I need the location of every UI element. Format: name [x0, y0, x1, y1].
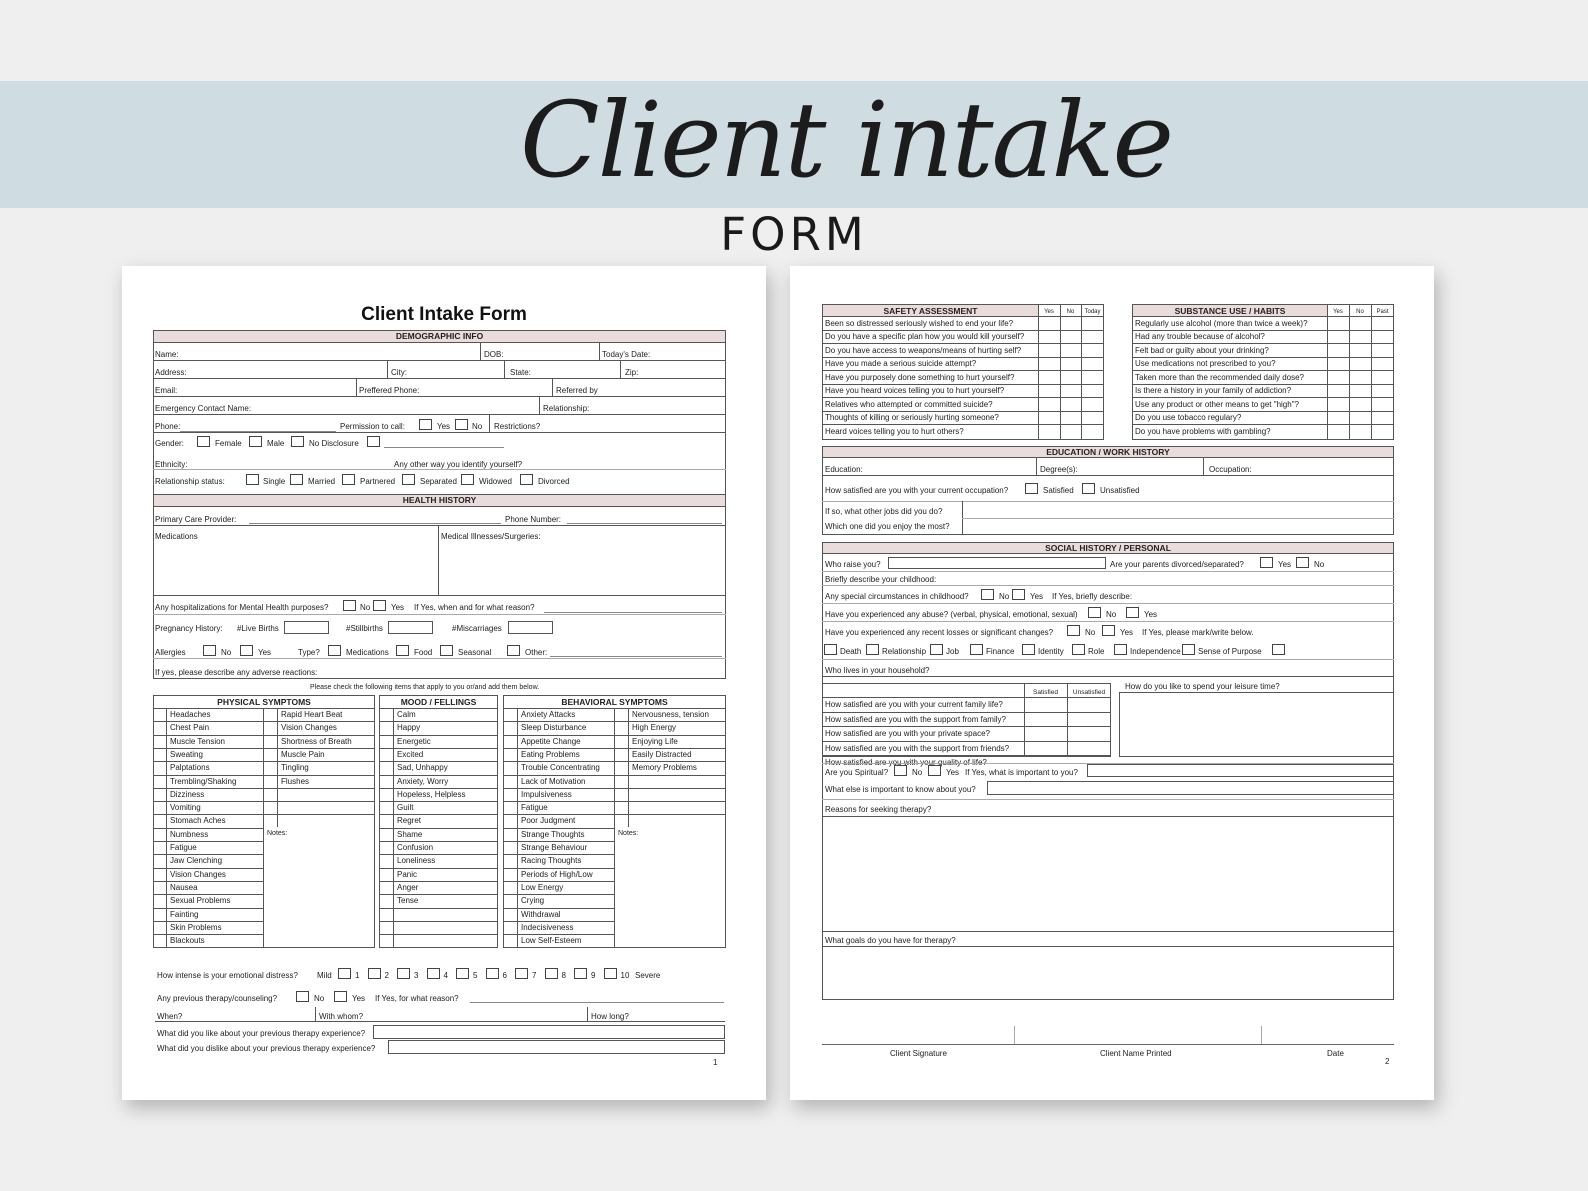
address-label: Address: [155, 368, 187, 377]
mark-write-label: If Yes, please mark/write below. [1142, 628, 1254, 637]
spiritual-no-checkbox[interactable] [894, 765, 907, 776]
table-row[interactable]: Sweating [170, 749, 203, 759]
table-row[interactable]: Skin Problems [170, 922, 222, 932]
else-important-label: What else is important to know about you? [825, 785, 976, 794]
distress-scale-number: 5 [473, 971, 478, 980]
distress-scale-number: 2 [384, 971, 389, 980]
safety-col-no: No [1066, 309, 1075, 315]
separated-checkbox[interactable] [402, 474, 415, 485]
how-long-label: How long? [591, 1012, 629, 1021]
other-jobs-label: If so, what other jobs did you do? [825, 507, 943, 516]
table-row[interactable]: Use medications not prescribed to you? [1135, 359, 1276, 368]
loss-item-label: Death [840, 647, 862, 656]
table-row[interactable]: How satisfied are you with your private space? [825, 729, 990, 738]
allergy-food-label: Food [414, 648, 433, 657]
table-row[interactable]: Lack of Motivation [521, 776, 586, 786]
raised-by-label: Who raise you? [825, 560, 881, 569]
goals-label: What goals do you have for therapy? [825, 936, 956, 945]
dob-label: DOB: [484, 350, 504, 359]
parents-divorced-label: Are your parents divorced/separated? [1110, 560, 1244, 569]
leisure-field[interactable] [1119, 692, 1394, 757]
list-item[interactable]: Sad, Unhappy [397, 763, 448, 773]
single-checkbox[interactable] [246, 474, 259, 485]
occupation-unsatisfied-label: Unsatisfied [1100, 486, 1140, 495]
table-row[interactable]: Muscle Pain [281, 749, 325, 759]
table-row[interactable]: Low Self-Esteem [521, 936, 582, 946]
loss-checkbox[interactable] [1182, 644, 1195, 655]
table-row[interactable]: Blackouts [170, 936, 205, 946]
table-row[interactable]: Memory Problems [632, 763, 697, 773]
permission-yes-label: Yes [437, 422, 451, 431]
table-row[interactable]: Taken more than the recommended daily dose? [1135, 372, 1304, 382]
table-row[interactable]: Been so distressed seriously wished to end your life? [825, 318, 1014, 328]
behavioral-header: BEHAVIORAL SYMPTOMS [561, 697, 668, 707]
distress-scale-checkbox[interactable] [397, 968, 410, 979]
allergies-no-label: No [221, 648, 232, 657]
table-row[interactable]: Have you purposely done something to hurt yourself? [825, 372, 1015, 382]
form-page-2 [790, 266, 1434, 1100]
single-label: Single [263, 477, 286, 486]
allergy-medications-checkbox[interactable] [328, 645, 341, 656]
table-row[interactable]: Trouble Concentrating [521, 763, 600, 773]
live-births-label: #Live Births [237, 624, 279, 633]
allergy-medications-label: Medications [346, 648, 389, 657]
table-row[interactable]: Is there a history in your family of addiction? [1135, 386, 1292, 395]
stillbirths-label: #Stillbirths [346, 624, 383, 633]
distress-scale-number: 3 [414, 971, 419, 980]
disliked-label: What did you dislike about your previous therapy experience? [157, 1044, 376, 1053]
table-row[interactable]: Muscle Tension [170, 736, 225, 746]
form-page-1 [122, 266, 766, 1100]
table-row[interactable]: Fainting [170, 909, 199, 919]
occupation-satisfaction-label: How satisfied are you with your current occupation? [825, 486, 1009, 495]
table-row[interactable]: Sleep Disturbance [521, 723, 587, 733]
safety-col-today: Today [1084, 309, 1101, 315]
female-label: Female [215, 439, 242, 448]
table-row[interactable]: Withdrawal [521, 909, 561, 919]
mood-header: MOOD / FELLINGS [400, 697, 477, 707]
table-row[interactable]: Trembling/Shaking [170, 776, 237, 786]
gender-other-checkbox[interactable] [367, 436, 380, 447]
client-signature-label: Client Signature [890, 1049, 947, 1058]
hosp-no-checkbox[interactable] [343, 600, 356, 611]
hosp-yes-label: Yes [391, 603, 405, 612]
male-label: Male [267, 439, 285, 448]
table-row[interactable]: Racing Thoughts [521, 856, 582, 866]
therapy-reason-label: If Yes, for what reason? [375, 994, 459, 1003]
partnered-checkbox[interactable] [342, 474, 355, 485]
safety-header: SAFETY ASSESSMENT [883, 306, 978, 316]
physical-header: PHYSICAL SYMPTOMS [217, 697, 311, 707]
phone-number-label: Phone Number: [505, 515, 562, 524]
table-row[interactable]: Thoughts of killing or seriously hurting someone? [825, 413, 999, 422]
special-no-checkbox[interactable] [981, 589, 994, 600]
divorced-no-checkbox[interactable] [1296, 557, 1309, 568]
live-births-field[interactable] [284, 621, 329, 634]
script-title: Client intake [520, 79, 1173, 201]
relationship-label: Relationship: [543, 404, 590, 413]
illnesses-label: Medical Illnesses/Surgeries: [441, 532, 541, 541]
list-item[interactable]: Calm [397, 710, 416, 719]
distress-scale-checkbox[interactable] [338, 968, 351, 979]
miscarriages-field[interactable] [508, 621, 553, 634]
table-row[interactable]: Dizziness [170, 789, 205, 799]
table-row[interactable]: Nervousness, tension [632, 710, 709, 719]
table-row[interactable]: Strange Behaviour [521, 843, 588, 852]
loss-checkbox[interactable] [1022, 644, 1035, 655]
zip-label: Zip: [625, 368, 639, 377]
list-item[interactable]: Loneliness [397, 856, 436, 866]
todays-date-label: Today's Date: [602, 350, 651, 359]
distress-scale-checkbox[interactable] [486, 968, 499, 979]
reasons-field[interactable] [822, 816, 1394, 932]
loss-item-label: Job [946, 647, 959, 656]
loss-item-label: Relationship [882, 647, 927, 656]
divorced-label: Divorced [538, 477, 570, 486]
behavioral-notes-label: Notes: [618, 830, 639, 837]
allergy-seasonal-label: Seasonal [458, 648, 492, 657]
partnered-label: Partnered [360, 477, 396, 486]
table-row[interactable]: Vision Changes [170, 869, 226, 879]
losses-label: Have you experienced any recent losses or significant changes? [825, 628, 1054, 637]
table-row[interactable]: Do you have problems with gambling? [1135, 426, 1271, 436]
female-checkbox[interactable] [197, 436, 210, 447]
name-label: Name: [155, 350, 179, 359]
occupation-unsatisfied-checkbox[interactable] [1082, 483, 1095, 494]
distress-scale-checkbox[interactable] [427, 968, 440, 979]
table-row[interactable]: Fatigue [170, 843, 197, 852]
divorced-yes-checkbox[interactable] [1260, 557, 1273, 568]
allergies-label: Allergies [155, 648, 186, 657]
no-disclosure-checkbox[interactable] [291, 436, 304, 447]
substance-col-no: No [1356, 309, 1364, 315]
gender-label: Gender: [155, 439, 184, 448]
degree-label: Degree(s): [1040, 465, 1078, 474]
table-row[interactable]: Flushes [281, 776, 310, 786]
allergies-yes-checkbox[interactable] [240, 645, 253, 656]
spiritual-no-label: No [912, 768, 923, 777]
distress-scale-number: 6 [502, 971, 507, 980]
separated-label: Separated [420, 477, 457, 486]
loss-checkbox[interactable] [866, 644, 879, 655]
male-checkbox[interactable] [249, 436, 262, 447]
spiritual-label: Are you Spiritual? [825, 768, 889, 777]
losses-no-label: No [1085, 628, 1096, 637]
list-item[interactable]: Guilt [397, 803, 414, 813]
pregnancy-label: Pregnancy History: [155, 624, 223, 633]
important-label: If Yes, what is important to you? [965, 768, 1078, 777]
table-row[interactable]: Have you made a serious suicide attempt? [825, 359, 977, 368]
divorced-checkbox[interactable] [520, 474, 533, 485]
occupation-satisfied-checkbox[interactable] [1025, 483, 1038, 494]
distress-scale-number: 10 [620, 971, 630, 980]
table-row[interactable]: Do you have a specific plan how you would kill yourself? [825, 332, 1025, 341]
liked-field[interactable] [373, 1025, 725, 1039]
hosp-yes-checkbox[interactable] [373, 600, 386, 611]
therapy-yes-checkbox[interactable] [334, 991, 347, 1002]
client-name-printed-label: Client Name Printed [1100, 1049, 1172, 1058]
loss-item-label: Sense of Purpose [1198, 647, 1262, 656]
special-circumstances-label: Any special circumstances in childhood? [825, 592, 969, 601]
form-title: Client Intake Form [361, 304, 527, 325]
phone-label: Phone: [155, 422, 181, 431]
table-row[interactable]: Relatives who attempted or committed suicide? [825, 399, 993, 409]
special-yes-checkbox[interactable] [1012, 589, 1025, 600]
ethnicity-label: Ethnicity: [155, 460, 188, 469]
table-row[interactable]: Regularly use alcohol (more than twice a week)? [1135, 318, 1308, 328]
table-row[interactable]: Heard voices telling you to hurt others? [825, 426, 964, 436]
page-number-2: 2 [1385, 1057, 1390, 1066]
distress-scale-checkbox[interactable] [545, 968, 558, 979]
allergy-seasonal-checkbox[interactable] [440, 645, 453, 656]
disliked-field[interactable] [388, 1040, 725, 1054]
table-row[interactable]: Rapid Heart Beat [281, 710, 343, 719]
occupation-label: Occupation: [1209, 465, 1252, 474]
previous-therapy-question: Any previous therapy/counseling? [157, 994, 278, 1003]
table-row[interactable]: Do you have access to weapons/means of hurting self? [825, 345, 1022, 355]
table-row[interactable]: Fatigue [521, 803, 548, 813]
married-checkbox[interactable] [290, 474, 303, 485]
spiritual-yes-checkbox[interactable] [928, 765, 941, 776]
table-row[interactable]: Anxiety Attacks [521, 710, 576, 719]
check-note: Please check the following items that apply to you or/and add them below. [310, 684, 540, 691]
pcp-label: Primary Care Provider: [155, 515, 237, 524]
widowed-checkbox[interactable] [461, 474, 474, 485]
preferred-phone-label: Preffered Phone: [359, 386, 420, 395]
table-row[interactable]: Appetite Change [521, 736, 581, 746]
distress-severe-label: Severe [635, 971, 661, 980]
loss-item-label: Role [1088, 647, 1105, 656]
substance-col-yes: Yes [1333, 309, 1343, 315]
table-row[interactable]: Jaw Clenching [170, 856, 223, 866]
referred-by-label: Referred by [556, 386, 598, 395]
distress-scale-checkbox[interactable] [456, 968, 469, 979]
relationship-status-label: Relationship status: [155, 477, 225, 486]
table-row[interactable]: Stomach Aches [170, 816, 226, 826]
list-item[interactable]: Hopeless, Helpless [397, 789, 466, 799]
loss-checkbox[interactable] [1072, 644, 1085, 655]
safety-col-yes: Yes [1044, 309, 1054, 315]
substance-header: SUBSTANCE USE / HABITS [1174, 306, 1286, 316]
table-row[interactable]: Have you heard voices telling you to hurt yourself? [825, 386, 1005, 395]
distress-question: How intense is your emotional distress? [157, 971, 298, 980]
state-label: State: [510, 368, 531, 377]
distress-scale-number: 4 [443, 971, 448, 980]
table-row[interactable]: Indecisiveness [521, 922, 574, 932]
stillbirths-field[interactable] [388, 621, 433, 634]
losses-yes-checkbox[interactable] [1102, 625, 1115, 636]
list-item[interactable]: Happy [397, 723, 421, 733]
distress-scale-number: 8 [561, 971, 566, 980]
page-number: 1 [713, 1058, 718, 1067]
subtitle: FORM [720, 208, 868, 261]
loss-other-checkbox[interactable] [1272, 644, 1285, 655]
adverse-reactions-label: If yes, please describe any adverse reactions: [155, 668, 318, 677]
important-field[interactable] [1087, 764, 1394, 777]
table-row[interactable]: Impulsiveness [521, 789, 572, 799]
city-label: City: [391, 368, 407, 377]
education-label: Education: [825, 465, 863, 474]
table-row[interactable]: Strange Thoughts [521, 829, 585, 839]
section-header-health: HEALTH HISTORY [153, 494, 726, 507]
distress-scale-number: 9 [591, 971, 596, 980]
identify-label: Any other way you identify yourself? [394, 460, 523, 469]
list-item[interactable]: Energetic [397, 736, 431, 746]
table-row[interactable]: Palptations [170, 763, 210, 773]
loss-item-label: Identity [1038, 647, 1064, 656]
miscarriages-label: #Miscarriages [452, 624, 502, 633]
loss-item-label: Independence [1130, 647, 1181, 656]
childhood-label: Briefly describe your childhood: [825, 575, 937, 584]
loss-checkbox[interactable] [1114, 644, 1127, 655]
goals-field[interactable] [822, 946, 1394, 1000]
list-item[interactable]: Regret [397, 816, 422, 826]
special-no-label: No [999, 592, 1010, 601]
table-row[interactable]: Do you use tobacco regulary? [1135, 413, 1242, 422]
divorced-yes-label: Yes [1278, 560, 1292, 569]
describe-label: If Yes, briefly describe: [1052, 592, 1133, 601]
no-disclosure-label: No Disclosure [309, 439, 359, 448]
loss-item-label: Finance [986, 647, 1015, 656]
allergy-food-checkbox[interactable] [396, 645, 409, 656]
table-row[interactable]: Sexual Problems [170, 896, 231, 906]
table-row[interactable]: Had any trouble because of alcohol? [1135, 332, 1265, 341]
permission-yes-checkbox[interactable] [419, 419, 432, 430]
distress-mild-label: Mild [317, 971, 332, 980]
table-row[interactable]: High Energy [632, 723, 677, 733]
table-row[interactable]: Shortness of Breath [281, 736, 352, 746]
table-row[interactable]: How satisfied are you with the support from friends? [825, 743, 1010, 753]
distress-scale-checkbox[interactable] [604, 968, 617, 979]
occupation-satisfied-label: Satisfied [1043, 486, 1074, 495]
list-item[interactable]: Shame [397, 829, 423, 839]
table-row[interactable]: How satisfied are you with your current family life? [825, 700, 1003, 709]
household-label: Who lives in your household? [825, 666, 930, 675]
section-header-education: EDUCATION / WORK HISTORY [822, 446, 1394, 458]
table-row[interactable]: Numbness [170, 829, 209, 839]
leisure-label: How do you like to spend your leisure time? [1125, 682, 1280, 691]
list-item[interactable]: Anger [397, 882, 419, 892]
therapy-yes-label: Yes [352, 994, 366, 1003]
table-row[interactable]: Poor Judgment [521, 816, 576, 826]
table-row[interactable]: Felt bad or guilty about your drinking? [1135, 345, 1269, 355]
hosp-reason-label: If Yes, when and for what reason? [414, 603, 535, 612]
distress-scale-checkbox[interactable] [574, 968, 587, 979]
restrictions-label: Restrictions? [494, 422, 541, 431]
section-header-demographic: DEMOGRAPHIC INFO [153, 330, 726, 343]
liked-label: What did you like about your previous therapy experience? [157, 1029, 366, 1038]
losses-no-checkbox[interactable] [1067, 625, 1080, 636]
table-row[interactable]: Enjoying Life [632, 736, 678, 746]
widowed-label: Widowed [479, 477, 512, 486]
when-label: When? [157, 1012, 183, 1021]
reasons-label: Reasons for seeking therapy? [825, 805, 932, 814]
table-row[interactable]: Chest Pain [170, 723, 210, 733]
email-label: Email: [155, 386, 178, 395]
table-row[interactable]: Easily Distracted [632, 749, 692, 759]
table-row[interactable]: Tingling [281, 763, 309, 773]
table-row[interactable]: Periods of High/Low [521, 869, 593, 879]
list-item[interactable]: Panic [397, 869, 418, 879]
abuse-label: Have you experienced any abuse? (verbal, physical, emotional, sexual) [825, 610, 1078, 619]
abuse-no-checkbox[interactable] [1088, 607, 1101, 618]
list-item[interactable]: Confusion [397, 843, 434, 852]
permission-no-label: No [472, 422, 483, 431]
allergy-other-checkbox[interactable] [507, 645, 520, 656]
abuse-no-label: No [1106, 610, 1117, 619]
table-row[interactable]: Headaches [170, 710, 211, 719]
medications-label: Medications [155, 532, 198, 541]
permission-label: Permission to call: [340, 422, 405, 431]
list-item[interactable]: Excited [397, 749, 424, 759]
abuse-yes-checkbox[interactable] [1126, 607, 1139, 618]
hospitalization-label: Any hospitalizations for Mental Health purposes? [155, 603, 329, 612]
emergency-contact-label: Emergency Contact Name: [155, 404, 252, 413]
section-header-social: SOCIAL HISTORY / PERSONAL [822, 542, 1394, 554]
spiritual-yes-label: Yes [946, 768, 960, 777]
unsatisfied-col: Unsatisfied [1072, 689, 1106, 696]
list-item[interactable]: Anxiety, Worry [397, 776, 449, 786]
therapy-no-checkbox[interactable] [296, 991, 309, 1002]
allergies-no-checkbox[interactable] [203, 645, 216, 656]
raised-by-field[interactable] [888, 557, 1106, 569]
loss-checkbox[interactable] [970, 644, 983, 655]
special-yes-label: Yes [1030, 592, 1044, 601]
distress-scale-number: 7 [532, 971, 537, 980]
table-row[interactable]: Use any product or other means to get "high"? [1135, 399, 1299, 409]
physical-notes-label: Notes: [267, 830, 288, 837]
permission-no-checkbox[interactable] [455, 419, 468, 430]
abuse-yes-label: Yes [1144, 610, 1158, 619]
loss-checkbox[interactable] [930, 644, 943, 655]
married-label: Married [308, 477, 336, 486]
date-label: Date [1327, 1049, 1344, 1058]
list-item[interactable]: Tense [397, 896, 419, 906]
therapy-no-label: No [314, 994, 325, 1003]
allergy-other-label: Other: [525, 648, 548, 657]
table-row[interactable]: Nausea [170, 882, 198, 892]
else-important-field[interactable] [987, 781, 1394, 795]
allergies-yes-label: Yes [258, 648, 272, 657]
table-row[interactable]: Low Energy [521, 882, 564, 892]
loss-checkbox[interactable] [824, 644, 837, 655]
with-whom-label: With whom? [319, 1012, 364, 1021]
table-row[interactable]: Vomiting [170, 803, 201, 813]
satisfied-col: Satisfied [1033, 689, 1058, 696]
divorced-no-label: No [1314, 560, 1325, 569]
losses-yes-label: Yes [1120, 628, 1134, 637]
hosp-no-label: No [360, 603, 371, 612]
distress-scale-checkbox[interactable] [368, 968, 381, 979]
table-row[interactable]: How satisfied are you with the support from family? [825, 714, 1006, 724]
table-row[interactable]: Vision Changes [281, 723, 337, 733]
distress-scale-number: 1 [355, 971, 360, 980]
allergy-type-label: Type? [298, 648, 320, 657]
enjoy-job-label: Which one did you enjoy the most? [825, 522, 950, 531]
table-row[interactable]: Crying [521, 896, 545, 906]
distress-scale-checkbox[interactable] [515, 968, 528, 979]
substance-col-past: Past [1376, 309, 1389, 315]
table-row[interactable]: Eating Problems [521, 749, 580, 759]
